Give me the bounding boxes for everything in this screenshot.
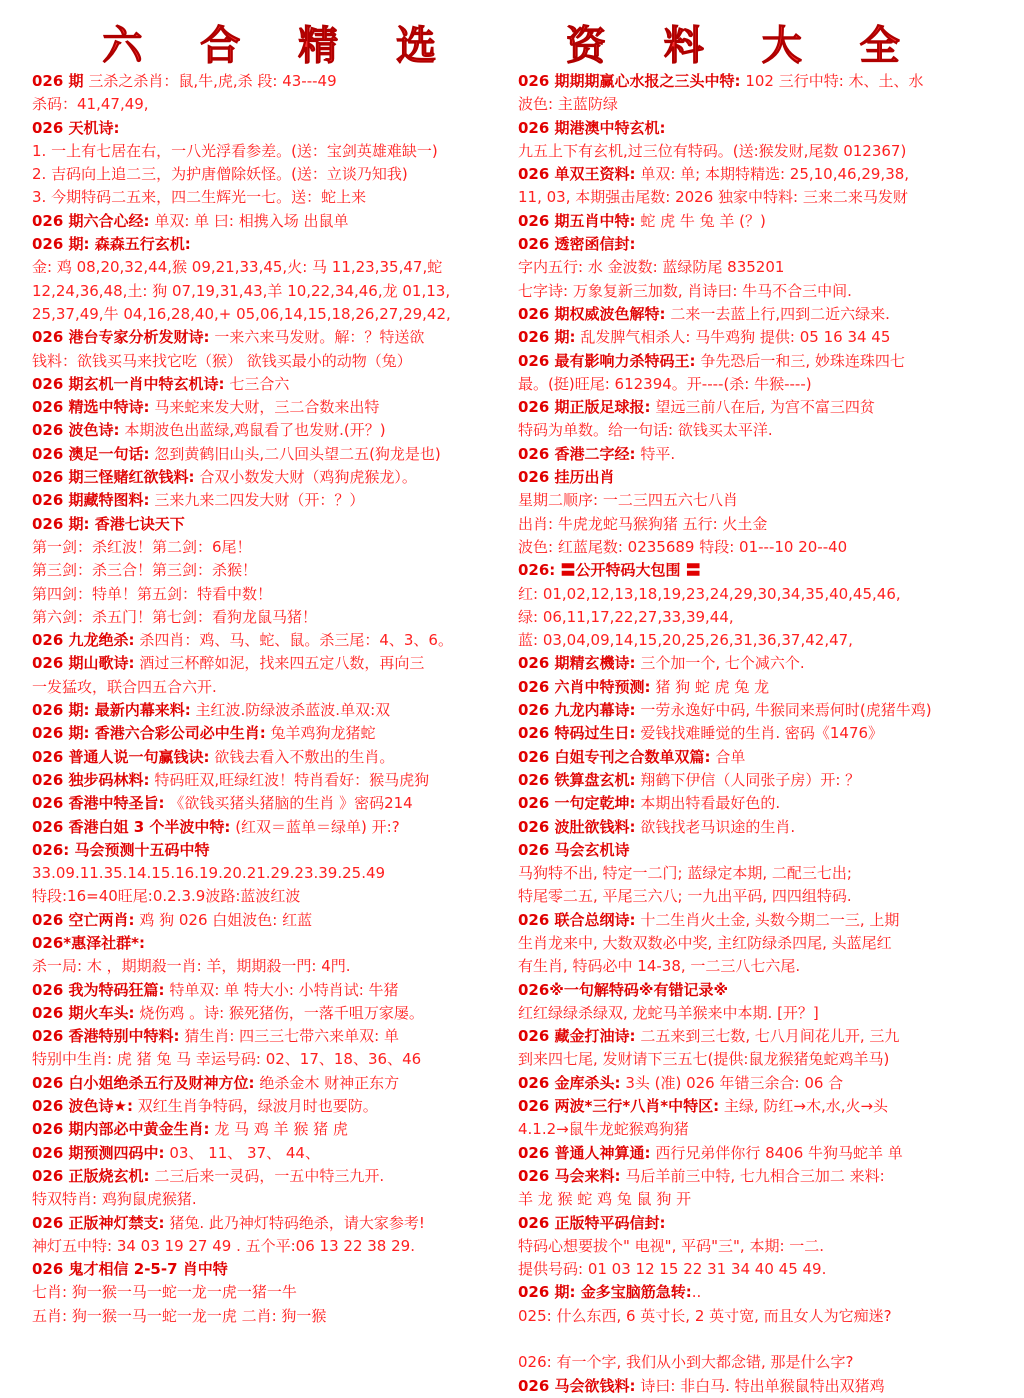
line-text: 酒过三杯醉如泥，找来四五定八数，再向三	[134, 654, 425, 673]
line-text: 特码旺双,旺绿红波！特肖看好：猴马虎狗	[149, 770, 430, 789]
line-text: 本期波色出蓝绿,鸡鼠看了也发财.(开？)	[119, 421, 386, 440]
line-text: 第四剑：特单！第五剑：特看中数！	[32, 584, 273, 603]
line-text: 主绿, 防红→木,水,火→头	[719, 1097, 889, 1116]
text-line	[32, 466, 510, 489]
line-text: 杀码：41,47,49,	[32, 95, 149, 114]
line-text: 出肖: 牛虎龙蛇马猴狗猪 五行: 火土金	[518, 514, 768, 533]
line-heading: 026 马会来料:	[518, 1166, 621, 1185]
line-heading: 026 期三怪赌红欲钱料:	[32, 468, 195, 487]
line-heading: 026 正版烧玄机:	[32, 1166, 150, 1185]
line-heading: 026 期期期赢心水报之三头中特:	[518, 72, 741, 90]
text-line	[518, 769, 998, 792]
text-line	[518, 186, 998, 209]
line-text: 七肖: 狗一猴一马一蛇一龙一虎一猪一牛	[32, 1283, 297, 1302]
line-text: 西行兄弟伴你行 8406 牛狗马蛇羊 单	[650, 1143, 903, 1162]
text-line	[32, 839, 510, 862]
line-text: 神灯五中特: 34 03 19 27 49 . 五个平:06 13 22 38 29.	[32, 1236, 415, 1255]
line-text: 羊 龙 猴 蛇 鸡 兔 鼠 狗 开	[518, 1190, 692, 1209]
text-line	[518, 489, 998, 512]
line-heading: 026 白小姐绝杀五行及财神方位:	[32, 1073, 255, 1092]
line-heading: 026 期: 香港六合彩公司必中生肖:	[32, 724, 266, 743]
line-text: 七三合六	[224, 374, 290, 393]
text-line	[32, 256, 510, 279]
line-text: 三个加一个, 七个减六个.	[635, 654, 805, 673]
line-text: 双红生肖争特码，绿波月时也要防。	[132, 1097, 378, 1116]
line-text: 忽到黄鹤旧山头,二八回头望二五(狗龙是也)	[149, 444, 441, 463]
line-heading: 026 澳足一句话:	[32, 444, 150, 463]
line-text: 金: 鸡 08,20,32,44,猴 09,21,33,45,火: 马 11,23,35,47,蛇	[32, 258, 443, 277]
text-line	[32, 699, 510, 722]
text-line	[32, 1281, 510, 1304]
line-heading: 026 香港中特圣旨:	[32, 794, 165, 813]
line-heading: 026 期权威波色解特:	[518, 304, 666, 323]
text-line	[32, 186, 510, 209]
text-line	[32, 233, 510, 256]
line-text: 猪 狗 蛇 虎 兔 龙	[650, 677, 770, 696]
line-heading: 026 正版神灯禁支:	[32, 1213, 165, 1232]
text-line	[518, 606, 998, 629]
text-line	[518, 233, 998, 256]
line-heading: 026*惠泽社群*:	[32, 933, 145, 952]
line-heading: 026 马会欲钱料:	[518, 1376, 636, 1395]
line-text: 猪兔. 此乃神灯特码绝杀，请大家参考!	[164, 1213, 425, 1232]
line-heading: 026 期: 森森五行玄机:	[32, 235, 191, 254]
text-line	[32, 1212, 510, 1235]
text-line	[518, 1305, 998, 1328]
line-text: 特段:16=40旺尾:0.2.3.9波路:蓝波红波	[32, 887, 301, 906]
text-line	[518, 419, 998, 442]
left-column	[32, 70, 510, 1328]
line-text: 争先恐后一和三, 妙珠连珠四七	[695, 351, 905, 370]
text-line	[518, 1188, 998, 1211]
line-heading: 026 波肚欲钱料:	[518, 817, 636, 836]
text-line	[32, 606, 510, 629]
text-line	[32, 792, 510, 815]
text-line	[518, 559, 998, 582]
text-line	[32, 93, 510, 116]
line-text: 绝杀金木 财神正东方	[254, 1073, 400, 1092]
line-heading: 026 期藏特图料:	[32, 491, 150, 510]
line-text: 第六剑：杀五门！第七剑：看狗龙鼠马猪！	[32, 607, 318, 626]
line-text: 特码心想要拔个" 电视", 平码"三", 本期: 一二.	[518, 1236, 825, 1255]
line-heading: 026: 〓公开特码大包围 〓	[518, 561, 701, 580]
text-line	[32, 1258, 510, 1281]
text-line	[518, 326, 998, 349]
line-text: 单双: 单 曰: 相携入场 出鼠单	[149, 211, 349, 230]
line-text: 03、 11、 37、 44、	[164, 1143, 320, 1162]
text-line	[518, 466, 998, 489]
line-text: 诗曰: 非白马. 特出单猴鼠特出双猪鸡	[635, 1376, 885, 1395]
line-heading: 026 六肖中特预测:	[518, 677, 651, 696]
text-line	[32, 979, 510, 1002]
line-text: 33.09.11.35.14.15.16.19.20.21.29.23.39.25.49	[32, 864, 386, 883]
line-text: 3. 今期特码二五来，四二生辉光一七。送：蛇上来	[32, 188, 367, 207]
text-line	[518, 676, 998, 699]
text-line	[32, 629, 510, 652]
line-heading: 026 期预测四码中:	[32, 1143, 165, 1162]
line-text: 二三后来一灵码，一五中特三九开.	[149, 1166, 385, 1185]
line-heading: 026 天机诗:	[32, 118, 120, 137]
text-line	[32, 932, 510, 955]
line-text: 翔鹤下伊信（人同张子房）开: ？	[635, 770, 861, 789]
text-line	[518, 862, 998, 885]
line-text: 爱钱找难睡觉的生肖. 密码《1476》	[635, 724, 884, 743]
line-text: 鸡 狗 026 白姐波色: 红蓝	[134, 910, 313, 929]
line-text: 马来蛇来发大财，三二合数来出特	[149, 398, 380, 417]
line-text: 绿: 06,11,17,22,27,33,39,44,	[518, 607, 734, 626]
text-line	[518, 1048, 998, 1071]
text-line	[32, 373, 510, 396]
text-line	[32, 862, 510, 885]
line-text: 单双: 单; 本期特精选: 25,10,46,29,38,	[635, 165, 910, 184]
text-line	[32, 1235, 510, 1258]
line-text: 马狗特不出, 特定一二门; 蓝绿定本期, 二配三七出;	[518, 864, 852, 883]
text-line	[32, 1095, 510, 1118]
line-text: 合单	[710, 747, 746, 766]
line-text: 第一剑：杀红波！第二剑：6尾！	[32, 537, 252, 556]
line-heading: 026 九龙绝杀:	[32, 631, 135, 650]
text-line	[32, 326, 510, 349]
line-heading: 026 联合总纲诗:	[518, 910, 636, 929]
text-line	[518, 1072, 998, 1095]
text-line	[32, 70, 510, 93]
line-heading: 026 期玄机一肖中特玄机诗:	[32, 374, 225, 393]
line-text: 合双小数发大财（鸡狗虎猴龙）。	[194, 468, 417, 487]
text-line	[32, 909, 510, 932]
text-line	[32, 1165, 510, 1188]
line-text: 红红绿绿杀绿双, 龙蛇马羊猴来中本期. [开？]	[518, 1003, 819, 1022]
text-line	[32, 955, 510, 978]
line-text: 龙 马 鸡 羊 猴 猪 虎	[209, 1120, 348, 1139]
line-text: 第三剑：杀三合！第三剑：杀猴！	[32, 561, 258, 580]
text-line	[518, 839, 998, 862]
line-text: 102 三行中特: 木、土、水	[740, 72, 924, 90]
text-line	[518, 1258, 998, 1281]
text-line	[518, 792, 998, 815]
text-line	[32, 419, 510, 442]
line-heading: 026 鬼才相信 2-5-7 肖中特	[32, 1260, 228, 1279]
line-text: 三杀之杀肖：鼠,牛,虎,杀 段: 43---49	[83, 72, 337, 90]
text-line	[518, 1351, 998, 1374]
line-text: 杀一局: 木 ，期期殺一肖: 羊，期期殺一門: 4門.	[32, 957, 351, 976]
text-line	[32, 536, 510, 559]
text-line	[518, 1095, 998, 1118]
text-line	[32, 489, 510, 512]
line-text: 4.1.2→鼠牛龙蛇猴鸡狗猪	[518, 1120, 689, 1139]
line-text: 有生肖, 特码必中 14-38, 一二三八七六尾.	[518, 957, 801, 976]
text-line	[518, 629, 998, 652]
line-text: 一来六来马发财。解：？特送欲	[209, 328, 425, 347]
line-heading: 026 香港二字经:	[518, 444, 636, 463]
line-heading: 026 我为特码狂篇:	[32, 980, 165, 999]
line-heading: 026 单双王资料:	[518, 165, 636, 184]
line-text: 九五上下有玄机,过三位有特码。(送:猴发财,尾数 012367)	[518, 141, 907, 160]
line-text: 字内五行: 水 金波数: 蓝绿防尾 835201	[518, 258, 785, 277]
line-text: 3头 (准) 026 年错三余合: 06 合	[620, 1073, 844, 1092]
text-line	[518, 652, 998, 675]
text-line	[518, 140, 998, 163]
line-text: 特双特肖: 鸡狗鼠虎猴猪.	[32, 1190, 197, 1209]
text-line	[518, 932, 998, 955]
line-heading: 026 空亡两肖:	[32, 910, 135, 929]
line-heading: 026 一句定乾坤:	[518, 794, 636, 813]
line-heading: 026 最有影响力杀特码王:	[518, 351, 696, 370]
line-heading: 026 期内部必中黄金生肖:	[32, 1120, 210, 1139]
text-line	[32, 280, 510, 303]
text-line	[518, 1212, 998, 1235]
text-line	[32, 443, 510, 466]
text-line	[518, 1328, 998, 1351]
line-text: 乱发脾气相杀人: 马牛鸡狗 提供: 05 16 34 45	[575, 328, 891, 347]
line-text: 三来九来二四发大财（开：？）	[149, 491, 365, 510]
text-line	[32, 140, 510, 163]
line-text: 《欲钱买猪头猪脑的生肖 》密码214	[164, 794, 413, 813]
line-heading: 026 挂历出肖	[518, 468, 615, 487]
line-heading: 026 期:	[518, 328, 576, 347]
line-text: 望远三前八在后, 为宫不富三四贫	[650, 398, 875, 417]
line-text: 特平.	[635, 444, 676, 463]
line-text: 特码为单数。给一句话: 欲钱买太平洋.	[518, 421, 773, 440]
line-heading: 026 波色诗:	[32, 421, 120, 440]
line-heading: 026 独步码林料:	[32, 770, 150, 789]
line-heading: 026 两波*三行*八肖*中特区:	[518, 1097, 720, 1116]
line-text: 蓝: 03,04,09,14,15,20,25,26,31,36,37,42,47,	[518, 631, 853, 650]
line-text: 二五来到三七数, 七八月间花儿开, 三九	[635, 1027, 900, 1046]
text-line	[518, 909, 998, 932]
text-line	[518, 1235, 998, 1258]
text-line	[518, 1281, 998, 1304]
line-text: 马后羊前三中特, 七九相合三加二 来料:	[620, 1166, 885, 1185]
line-heading: 026 港台专家分析发财诗:	[32, 328, 210, 347]
text-line	[32, 117, 510, 140]
line-heading: 026 普通人说一句赢钱诀:	[32, 747, 210, 766]
text-line	[32, 1188, 510, 1211]
text-line	[518, 117, 998, 140]
line-heading: 026 正版特平码信封:	[518, 1213, 666, 1232]
right-column	[518, 70, 998, 1398]
line-heading: 026 白姐专刊之合数单双篇:	[518, 747, 711, 766]
line-heading: 026 精选中特诗:	[32, 398, 150, 417]
text-line	[518, 746, 998, 769]
line-text: 兔羊鸡狗龙猪蛇	[265, 724, 376, 743]
line-text: 钱料：欲钱买马来找它吃（猴） 欲钱买最小的动物（兔）	[32, 351, 412, 370]
line-text: 欲钱找老马识途的生肖.	[635, 817, 796, 836]
line-heading: 026 期火车头:	[32, 1003, 135, 1022]
text-line	[32, 583, 510, 606]
line-heading: 026 期正版足球报:	[518, 398, 651, 417]
text-line	[518, 210, 998, 233]
line-text: 十二生肖火土金, 头数今期二一三, 上期	[635, 910, 900, 929]
text-line	[32, 1002, 510, 1025]
text-line	[32, 210, 510, 233]
text-line	[518, 885, 998, 908]
page-title: 六 合 精 选 资 料 大 全	[102, 22, 922, 69]
text-line	[32, 559, 510, 582]
line-text: 二来一去蓝上行,四到二近六绿来.	[665, 304, 890, 323]
line-text: 2. 吉码向上追二三，为护唐僧除妖怪。(送：立谈乃知我)	[32, 165, 408, 184]
text-line	[32, 676, 510, 699]
line-heading: 026 期港澳中特玄机:	[518, 118, 666, 137]
text-line	[32, 1048, 510, 1071]
line-text: 星期二顺序: 一二三四五六七八肖	[518, 491, 738, 510]
text-line	[518, 1118, 998, 1141]
line-text: 026: 有一个字, 我们从小到大都念错, 那是什么字?	[518, 1353, 854, 1372]
line-text: 一劳永逸好中码, 牛猴同来焉何时(虎猪牛鸡)	[635, 701, 932, 720]
text-line	[518, 1025, 998, 1048]
text-line	[32, 769, 510, 792]
line-text: 25,37,49,牛 04,16,28,40,+ 05,06,14,15,18,26,27,29,42,	[32, 304, 451, 323]
line-heading: 026 波色诗★:	[32, 1097, 133, 1116]
text-line	[518, 722, 998, 745]
line-heading: 026 期山歌诗:	[32, 654, 135, 673]
line-heading: 026 期: 金多宝脑筋急转:	[518, 1283, 692, 1302]
text-line	[32, 722, 510, 745]
text-line	[518, 1375, 998, 1398]
line-text: 波色: 红蓝尾数: 0235689 特段: 01---10 20--40	[518, 537, 848, 556]
line-heading: 026 期五肖中特:	[518, 211, 636, 230]
line-text: 特别中生肖: 虎 猪 兔 马 幸运号码: 02、17、18、36、46	[32, 1050, 422, 1069]
line-heading: 026 金库杀头:	[518, 1073, 621, 1092]
line-text: 猜生肖: 四三三七带六来单双: 单	[179, 1027, 399, 1046]
line-heading: 026 特码过生日:	[518, 724, 636, 743]
line-text: 欲钱去看入不敷出的生肖。	[209, 747, 395, 766]
line-text: ..	[691, 1283, 702, 1302]
text-line	[32, 1142, 510, 1165]
text-line	[518, 350, 998, 373]
text-line	[518, 93, 998, 116]
line-heading: 026 期六合心经:	[32, 211, 150, 230]
line-text: 提供号码: 01 03 12 15 22 31 34 40 45 49.	[518, 1260, 827, 1279]
text-line	[518, 583, 998, 606]
text-line	[32, 1118, 510, 1141]
line-text: 波色: 主蓝防绿	[518, 95, 618, 114]
text-line	[32, 652, 510, 675]
text-line	[32, 746, 510, 769]
line-heading: 026 普通人神算通:	[518, 1143, 651, 1162]
text-line	[32, 303, 510, 326]
line-heading: 026 藏金打油诗:	[518, 1027, 636, 1046]
line-text: 1. 一上有七居在右，一八光浮看参差。(送：宝剑英雄难缺一)	[32, 141, 438, 160]
line-text: 七字诗: 万象复新三加数, 肖诗曰: 牛马不合三中间.	[518, 281, 852, 300]
line-heading: 026 期精玄機诗:	[518, 654, 636, 673]
line-text: 蛇 虎 牛 兔 羊 (？)	[635, 211, 766, 230]
line-text: 主红波.防绿波杀蓝波.单双:双	[190, 701, 391, 720]
text-line	[518, 979, 998, 1002]
text-line	[518, 70, 998, 93]
text-line	[518, 256, 998, 279]
line-text: 025: 什么东西, 6 英寸长, 2 英寸宽, 而且女人为它痴迷?	[518, 1306, 892, 1325]
text-line	[518, 396, 998, 419]
text-line	[518, 955, 998, 978]
text-line	[518, 1142, 998, 1165]
text-line	[32, 885, 510, 908]
line-text: 到来四七尾, 发财请下三五七(提供:鼠龙猴猪兔蛇鸡羊马)	[518, 1050, 890, 1069]
line-heading: 026 香港白姐 3 个半波中特:	[32, 817, 231, 836]
line-heading: 026 香港特别中特料:	[32, 1027, 180, 1046]
line-heading: 026 铁算盘玄机:	[518, 770, 636, 789]
text-line	[32, 350, 510, 373]
line-text: 杀四肖：鸡、马、蛇、鼠。杀三尾：4、3、6。	[134, 631, 453, 650]
text-line	[518, 536, 998, 559]
line-text: (红双＝蓝单＝绿单) 开:?	[230, 817, 400, 836]
text-line	[518, 443, 998, 466]
line-heading: 026 马会玄机诗	[518, 840, 630, 859]
line-text: 红: 01,02,12,13,18,19,23,24,29,30,34,35,40,45,46,	[518, 584, 901, 603]
text-line	[518, 1002, 998, 1025]
text-line	[32, 1025, 510, 1048]
line-heading: 026: 马会预测十五码中特	[32, 840, 210, 859]
text-line	[518, 373, 998, 396]
line-heading: 026 透密函信封:	[518, 235, 636, 254]
text-line	[518, 699, 998, 722]
line-text: 五肖: 狗一猴一马一蛇一龙一虎 二肖: 狗一猴	[32, 1306, 327, 1325]
text-line	[518, 163, 998, 186]
text-line	[32, 513, 510, 536]
text-line	[32, 163, 510, 186]
line-text: 11, 03, 本期强击尾数: 2026 独家中特料: 三来二来马发财	[518, 188, 908, 207]
line-heading: 026 期: 香港七诀天下	[32, 514, 185, 533]
text-line	[32, 396, 510, 419]
text-line	[518, 303, 998, 326]
text-line	[518, 280, 998, 303]
line-text: 特尾零二五, 平尾三六八; 一九出平码, 四四组特码.	[518, 887, 852, 906]
line-text: 最。(挺)旺尾: 612394。开----(杀: 牛猴----)	[518, 374, 812, 393]
text-line	[518, 816, 998, 839]
line-heading: 026 九龙内幕诗:	[518, 701, 636, 720]
text-line	[32, 1072, 510, 1095]
line-text: 12,24,36,48,土: 狗 07,19,31,43,羊 10,22,34,46,龙 01,13,	[32, 281, 451, 300]
line-heading: 026 期: 最新内幕来料:	[32, 701, 191, 720]
line-text: 烧伤鸡 。诗: 猴死猪伤，一落千咀万家屡。	[134, 1003, 424, 1022]
line-text: 一发猛攻，联合四五合六开.	[32, 677, 217, 696]
line-text: 特单双: 单 特大小: 小特肖试: 牛猪	[164, 980, 399, 999]
text-line	[32, 1305, 510, 1328]
line-text: 生肖龙来中, 大数双数必中奖, 主红防绿杀四尾, 头蓝尾红	[518, 933, 892, 952]
text-line	[518, 1165, 998, 1188]
text-line	[518, 513, 998, 536]
text-line	[32, 816, 510, 839]
line-text: 本期出特看最好色的.	[635, 794, 781, 813]
line-heading: 026※一句解特码※有错记录※	[518, 980, 729, 999]
line-heading: 026 期	[32, 72, 84, 90]
